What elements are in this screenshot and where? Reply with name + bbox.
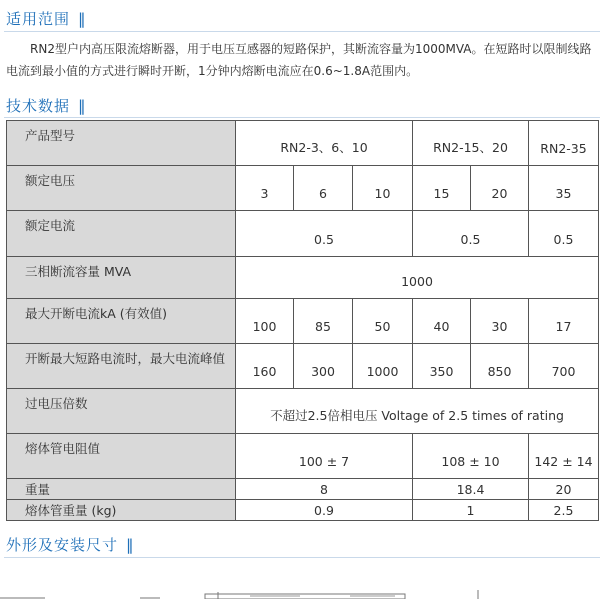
- table-cell: 18.4: [413, 479, 529, 500]
- table-cell: RN2-15、20: [413, 121, 529, 166]
- table-cell: 142 ± 14: [529, 434, 599, 479]
- table-cell: 0.5: [236, 211, 413, 257]
- dims-title-text: 外形及安装尺寸: [6, 536, 119, 554]
- table-row: [7, 166, 599, 211]
- table-cell: 85: [294, 299, 353, 344]
- scope-title-text: 适用范围: [6, 10, 71, 28]
- tech-title-text: 技术数据: [6, 97, 71, 115]
- title-bar-icon: ‖: [78, 96, 87, 115]
- table-cell: 8: [236, 479, 413, 500]
- row-label: 产品型号: [7, 121, 236, 166]
- table-cell: RN2-35: [529, 121, 599, 166]
- title-bar-icon: ‖: [126, 535, 135, 554]
- table-cell: 20: [471, 166, 529, 211]
- table-row: [7, 500, 599, 521]
- table-row: [7, 257, 599, 299]
- table-row: [7, 479, 599, 500]
- table-cell: 50: [353, 299, 413, 344]
- dims-section-title: [6, 534, 135, 555]
- row-label: 额定电流: [7, 211, 236, 257]
- tech-section-title: [6, 95, 87, 116]
- table-cell: 300: [294, 344, 353, 389]
- table-cell: 40: [413, 299, 471, 344]
- spec-table: [6, 120, 599, 521]
- table-cell: 17: [529, 299, 599, 344]
- scope-section-title: [6, 8, 87, 29]
- row-label: 额定电压: [7, 166, 236, 211]
- table-cell: 0.5: [413, 211, 529, 257]
- table-cell: 1000: [353, 344, 413, 389]
- table-cell: 不超过2.5倍相电压 Voltage of 2.5 times of rating: [236, 389, 599, 434]
- table-cell: 3: [236, 166, 294, 211]
- table-cell: 15: [413, 166, 471, 211]
- table-row: [7, 121, 599, 166]
- table-row: [7, 344, 599, 389]
- intro-paragraph: RN2型户内高压限流熔断器，用于电压互感器的短路保护，其断流容量为1000MVA。在短路时以限制线路电流到最小值的方式进行瞬时开断，1分钟内熔断电流应在0.6~1.8A范围内。: [6, 42, 592, 78]
- table-cell: 100: [236, 299, 294, 344]
- table-cell: 20: [529, 479, 599, 500]
- table-cell: 100 ± 7: [236, 434, 413, 479]
- table-cell: RN2-3、6、10: [236, 121, 413, 166]
- table-cell: 850: [471, 344, 529, 389]
- title-bar-icon: ‖: [78, 9, 87, 28]
- table-cell: 350: [413, 344, 471, 389]
- row-label: 开断最大短路电流时，最大电流峰值: [7, 344, 236, 389]
- table-cell: 160: [236, 344, 294, 389]
- table-cell: 108 ± 10: [413, 434, 529, 479]
- table-cell: 35: [529, 166, 599, 211]
- row-label: 过电压倍数: [7, 389, 236, 434]
- dimension-drawing-icon: [0, 590, 608, 599]
- table-cell: 1: [413, 500, 529, 521]
- table-cell: 10: [353, 166, 413, 211]
- table-cell: 0.9: [236, 500, 413, 521]
- table-row: [7, 389, 599, 434]
- dims-divider: [4, 557, 600, 558]
- scope-divider: [4, 31, 600, 32]
- table-row: [7, 211, 599, 257]
- table-cell: 6: [294, 166, 353, 211]
- table-cell: 0.5: [529, 211, 599, 257]
- table-row: [7, 434, 599, 479]
- tech-divider: [4, 117, 600, 118]
- row-label: 熔体管重量 (kg): [7, 500, 236, 521]
- row-label: 重量: [7, 479, 236, 500]
- table-cell: 2.5: [529, 500, 599, 521]
- table-row: [7, 299, 599, 344]
- row-label: 熔体管电阻值: [7, 434, 236, 479]
- table-cell: 1000: [236, 257, 599, 299]
- table-cell: 30: [471, 299, 529, 344]
- table-cell: 700: [529, 344, 599, 389]
- row-label: 三相断流容量 MVA: [7, 257, 236, 299]
- row-label: 最大开断电流kA (有效值): [7, 299, 236, 344]
